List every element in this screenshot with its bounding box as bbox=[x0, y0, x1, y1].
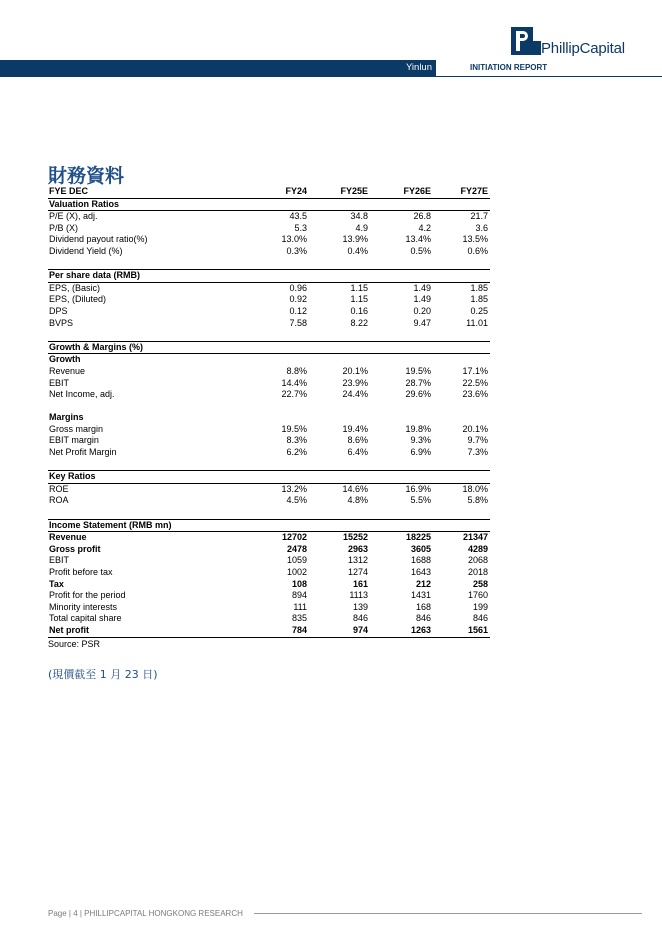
cell-value: 2068 bbox=[467, 555, 488, 566]
cell-value: 8.8% bbox=[286, 365, 307, 376]
cell-value: 199 bbox=[472, 601, 488, 612]
row-label: ROA bbox=[49, 495, 69, 506]
cell-value: 6.9% bbox=[410, 447, 431, 458]
cell-value: 9.7% bbox=[467, 435, 488, 446]
cell-value: 24.4% bbox=[342, 389, 368, 400]
cell-value: 0.20 bbox=[413, 305, 431, 316]
row-label: P/B (X) bbox=[49, 222, 79, 233]
row-label: ROE bbox=[49, 483, 69, 494]
row-label: Revenue bbox=[49, 365, 86, 376]
cell-value: 20.1% bbox=[342, 365, 368, 376]
table-row bbox=[48, 602, 490, 614]
cell-value: 13.4% bbox=[405, 234, 431, 245]
table-row bbox=[48, 389, 490, 401]
column-header: FY26E bbox=[403, 186, 431, 196]
cell-value: 111 bbox=[293, 601, 307, 612]
cell-value: 22.7% bbox=[281, 389, 307, 400]
cell-value: 1263 bbox=[410, 624, 431, 635]
cell-value: 1.49 bbox=[413, 282, 431, 293]
cell-value: 23.9% bbox=[342, 377, 368, 388]
report-type: INITIATION REPORT bbox=[470, 63, 548, 72]
cell-value: 3605 bbox=[410, 543, 431, 554]
cell-value: 784 bbox=[291, 624, 307, 635]
cell-value: 19.5% bbox=[281, 423, 307, 434]
price-date-note: (現價截至 1 月 23 日) bbox=[48, 668, 158, 681]
cell-value: 21.7 bbox=[470, 211, 488, 222]
cell-value: 212 bbox=[415, 578, 431, 589]
row-label: Profit for the period bbox=[49, 590, 126, 601]
logo-text: PhillipCapital bbox=[541, 40, 625, 57]
cell-value: 13.2% bbox=[281, 483, 307, 494]
margins-rows bbox=[48, 424, 490, 459]
cell-value: 1.15 bbox=[350, 294, 368, 305]
cell-value: 0.5% bbox=[410, 245, 431, 256]
cell-value: 3.6 bbox=[475, 222, 488, 233]
column-header: FY27E bbox=[460, 186, 488, 196]
row-label: Minority interests bbox=[49, 601, 118, 612]
cell-value: 1113 bbox=[349, 590, 368, 601]
row-label: Net Income, adj. bbox=[49, 389, 115, 400]
table-row bbox=[48, 378, 490, 390]
row-label: Dividend payout ratio(%) bbox=[49, 234, 148, 245]
cell-value: 161 bbox=[352, 578, 368, 589]
table-row bbox=[48, 234, 490, 246]
header-band bbox=[0, 60, 662, 78]
cell-value: 1760 bbox=[467, 590, 488, 601]
financial-table bbox=[48, 186, 490, 650]
source-note: Source: PSR bbox=[48, 638, 101, 649]
table-row bbox=[48, 567, 490, 579]
cell-value: 16.9% bbox=[405, 483, 431, 494]
cell-value: 13.9% bbox=[342, 234, 368, 245]
row-label: Total capital share bbox=[49, 613, 122, 624]
cell-value: 6.4% bbox=[347, 447, 368, 458]
table-row bbox=[48, 613, 490, 625]
cell-value: 19.4% bbox=[342, 423, 368, 434]
cell-value: 974 bbox=[352, 624, 368, 635]
subsection-title: Growth bbox=[49, 354, 81, 365]
cell-value: 108 bbox=[291, 578, 307, 589]
cell-value: 1274 bbox=[347, 567, 368, 577]
income-rows bbox=[48, 532, 490, 637]
page-title: 財務資料 bbox=[48, 165, 125, 187]
cell-value: 0.25 bbox=[470, 305, 488, 316]
cell-value: 258 bbox=[472, 578, 488, 589]
cell-value: 1.85 bbox=[470, 282, 488, 293]
row-label: Dividend Yield (%) bbox=[49, 245, 123, 256]
cell-value: 9.3% bbox=[410, 435, 431, 446]
header-divider bbox=[436, 76, 662, 77]
table-row bbox=[48, 435, 490, 447]
cell-value: 894 bbox=[291, 590, 307, 601]
row-label: Net Profit Margin bbox=[49, 447, 117, 458]
section-title: Per share data (RMB) bbox=[48, 269, 490, 283]
table-row bbox=[48, 579, 490, 591]
table-row bbox=[48, 555, 490, 567]
cell-value: 1002 bbox=[286, 567, 307, 577]
cell-value: 1.15 bbox=[350, 282, 368, 293]
table-row bbox=[48, 495, 490, 507]
section-title: Valuation Ratios bbox=[48, 199, 490, 212]
row-label: EPS, (Basic) bbox=[49, 282, 101, 293]
cell-value: 1.85 bbox=[470, 294, 488, 305]
cell-value: 8.6% bbox=[347, 435, 368, 446]
logo-p-mark-icon bbox=[511, 27, 533, 55]
cell-value: 28.7% bbox=[405, 377, 431, 388]
cell-value: 6.2% bbox=[286, 447, 307, 458]
cell-value: 1643 bbox=[410, 567, 431, 577]
cell-value: 0.4% bbox=[347, 245, 368, 256]
growth-rows bbox=[48, 366, 490, 401]
table-row bbox=[48, 283, 490, 295]
footer-divider bbox=[254, 913, 642, 914]
fye-label: FYE DEC bbox=[49, 186, 89, 196]
cell-value: 0.16 bbox=[350, 305, 368, 316]
cell-value: 168 bbox=[415, 601, 431, 612]
cell-value: 4.9 bbox=[355, 222, 368, 233]
cell-value: 13.0% bbox=[281, 234, 307, 245]
table-row bbox=[48, 424, 490, 436]
table-row bbox=[48, 447, 490, 459]
table-row bbox=[48, 366, 490, 378]
table-row bbox=[48, 306, 490, 318]
row-label: P/E (X), adj. bbox=[49, 211, 98, 222]
row-label: Net profit bbox=[49, 624, 89, 635]
cell-value: 5.3 bbox=[294, 222, 307, 233]
table-row bbox=[48, 484, 490, 496]
subsection-title: Margins bbox=[49, 412, 84, 423]
row-label: EBIT margin bbox=[49, 435, 99, 446]
cell-value: 5.8% bbox=[467, 495, 488, 506]
row-label: Tax bbox=[49, 578, 64, 589]
row-label: Revenue bbox=[49, 532, 87, 543]
cell-value: 0.96 bbox=[289, 282, 307, 293]
table-row bbox=[48, 544, 490, 556]
cell-value: 23.6% bbox=[462, 389, 488, 400]
row-label: Profit before tax bbox=[49, 567, 113, 577]
cell-value: 22.5% bbox=[462, 377, 488, 388]
cell-value: 13.5% bbox=[462, 234, 488, 245]
table-row bbox=[48, 294, 490, 306]
table-row bbox=[48, 318, 490, 330]
cell-value: 1431 bbox=[410, 590, 431, 601]
cell-value: 5.5% bbox=[410, 495, 431, 506]
table-row bbox=[48, 246, 490, 258]
cell-value: 1.49 bbox=[413, 294, 431, 305]
company-name: Yinlun bbox=[405, 62, 432, 73]
per-share-rows bbox=[48, 283, 490, 329]
row-label: BVPS bbox=[49, 317, 74, 328]
cell-value: 2478 bbox=[286, 543, 307, 554]
row-label: Gross margin bbox=[49, 423, 104, 434]
cell-value: 26.8 bbox=[413, 211, 431, 222]
table-header-row bbox=[48, 186, 490, 199]
cell-value: 29.6% bbox=[405, 389, 431, 400]
cell-value: 17.1% bbox=[462, 365, 488, 376]
cell-value: 1059 bbox=[286, 555, 307, 566]
cell-value: 1561 bbox=[467, 624, 488, 635]
cell-value: 34.8 bbox=[350, 211, 368, 222]
valuation-rows bbox=[48, 211, 490, 257]
cell-value: 139 bbox=[352, 601, 368, 612]
cell-value: 43.5 bbox=[289, 211, 307, 222]
cell-value: 0.3% bbox=[286, 245, 307, 256]
cell-value: 2963 bbox=[347, 543, 368, 554]
cell-value: 4.8% bbox=[347, 495, 368, 506]
cell-value: 2018 bbox=[467, 567, 488, 577]
column-header: FY25E bbox=[340, 186, 368, 196]
cell-value: 4289 bbox=[467, 543, 488, 554]
cell-value: 19.8% bbox=[405, 423, 431, 434]
row-label: EBIT bbox=[49, 555, 70, 566]
cell-value: 20.1% bbox=[462, 423, 488, 434]
cell-value: 8.3% bbox=[286, 435, 307, 446]
cell-value: 21347 bbox=[462, 532, 488, 543]
cell-value: 9.47 bbox=[413, 317, 431, 328]
cell-value: 846 bbox=[415, 613, 431, 624]
cell-value: 15252 bbox=[342, 532, 368, 543]
cell-value: 846 bbox=[472, 613, 488, 624]
cell-value: 8.22 bbox=[350, 317, 368, 328]
section-title: Growth & Margins (%) bbox=[48, 341, 490, 355]
cell-value: 18.0% bbox=[462, 483, 488, 494]
cell-value: 4.5% bbox=[286, 495, 307, 506]
cell-value: 0.92 bbox=[289, 294, 307, 305]
cell-value: 12702 bbox=[281, 532, 307, 543]
table-row bbox=[48, 625, 490, 638]
cell-value: 4.2 bbox=[418, 222, 431, 233]
cell-value: 835 bbox=[291, 613, 307, 624]
table-row bbox=[48, 532, 490, 544]
section-title: Income Statement (RMB mn) bbox=[48, 519, 490, 533]
phillipcapital-logo bbox=[511, 26, 631, 58]
cell-value: 14.6% bbox=[342, 483, 368, 494]
cell-value: 0.12 bbox=[289, 305, 307, 316]
cell-value: 11.01 bbox=[466, 317, 488, 328]
key-ratio-rows bbox=[48, 484, 490, 507]
table-row bbox=[48, 211, 490, 223]
cell-value: 7.58 bbox=[289, 317, 307, 328]
cell-value: 19.5% bbox=[405, 365, 431, 376]
column-header: FY24 bbox=[285, 186, 307, 196]
row-label: EBIT bbox=[49, 377, 70, 388]
table-row bbox=[48, 223, 490, 235]
cell-value: 14.4% bbox=[281, 377, 307, 388]
row-label: EPS, (Diluted) bbox=[49, 294, 107, 305]
cell-value: 846 bbox=[352, 613, 368, 624]
cell-value: 1688 bbox=[410, 555, 431, 566]
table-row bbox=[48, 590, 490, 602]
cell-value: 18225 bbox=[405, 532, 431, 543]
cell-value: 1312 bbox=[347, 555, 368, 566]
row-label: Gross profit bbox=[49, 543, 101, 554]
row-label: DPS bbox=[49, 305, 68, 316]
section-title: Key Ratios bbox=[48, 470, 490, 484]
cell-value: 7.3% bbox=[467, 447, 488, 458]
cell-value: 0.6% bbox=[467, 245, 488, 256]
page-footer: Page | 4 | PHILLIPCAPITAL HONGKONG RESEARCH bbox=[48, 909, 243, 918]
